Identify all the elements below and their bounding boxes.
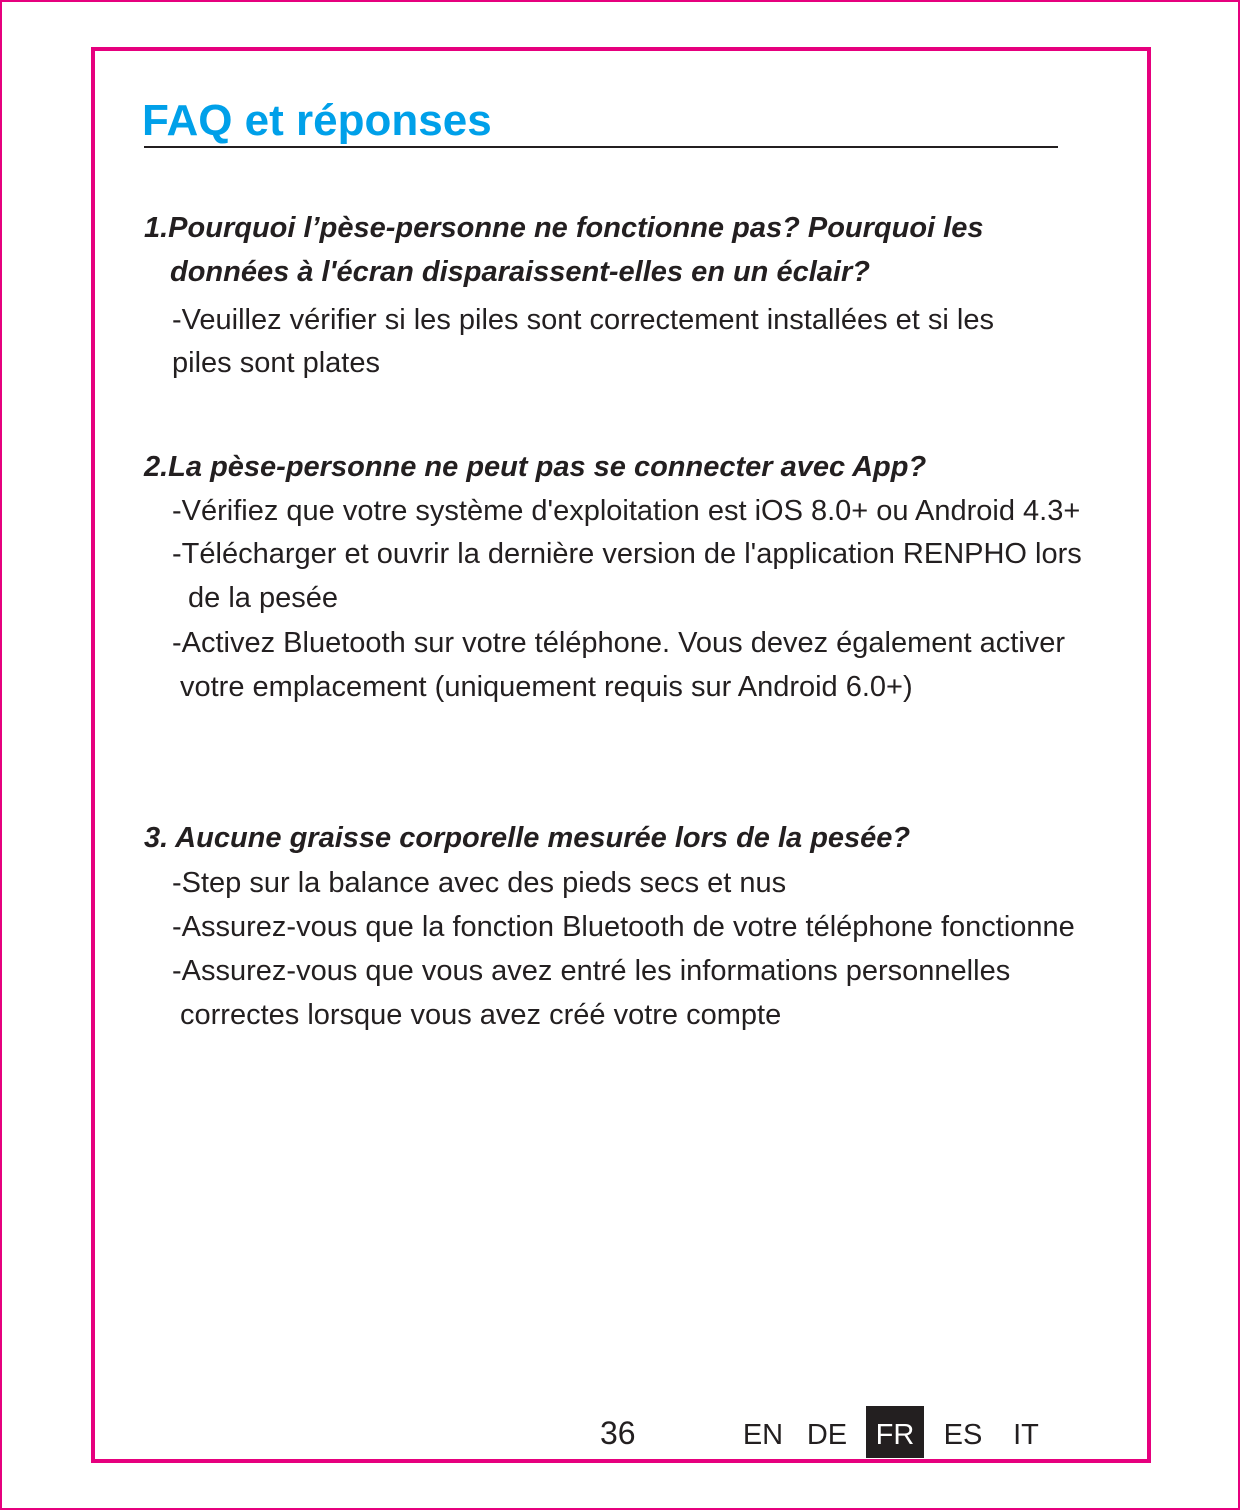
faq-3-question-line-1: 3. Aucune graisse corporelle mesurée lors de la pesée? (144, 822, 911, 854)
faq-3-answer-line-2: -Assurez-vous que la fonction Bluetooth de votre téléphone fonctionne (172, 911, 1075, 943)
faq-2-answer-line-1: -Vérifiez que votre système d'exploitation est iOS 8.0+ ou Android 4.3+ (172, 495, 1081, 527)
faq-1-answer-line-1: -Veuillez vérifier si les piles sont correctement installées et si les (172, 304, 994, 336)
language-tab-fr[interactable]: FR (866, 1406, 924, 1458)
faq-2-answer-line-5: votre emplacement (uniquement requis sur Android 6.0+) (180, 671, 913, 703)
faq-3-answer-line-1: -Step sur la balance avec des pieds secs et nus (172, 867, 787, 899)
page-title: FAQ et réponses (142, 96, 492, 145)
language-tab-it[interactable]: IT (1013, 1419, 1039, 1451)
faq-2-answer-line-3: de la pesée (188, 582, 338, 614)
faq-2-answer-line-4: -Activez Bluetooth sur votre téléphone. Vous devez également activer (172, 627, 1066, 659)
faq-1-question-line-1: 1.Pourquoi l’pèse-personne ne fonctionne pas? Pourquoi les (144, 212, 984, 244)
faq-1-answer-line-2: piles sont plates (172, 347, 380, 379)
title-underline (144, 146, 1058, 148)
page-number: 36 (600, 1415, 636, 1451)
faq-3-answer-line-3: -Assurez-vous que vous avez entré les informations personnelles (172, 955, 1011, 987)
language-tab-en[interactable]: EN (742, 1419, 784, 1451)
language-tab-de[interactable]: DE (806, 1419, 848, 1451)
faq-1-question-line-2: données à l'écran disparaissent-elles en un éclair? (170, 256, 870, 288)
faq-2-answer-line-2: -Télécharger et ouvrir la dernière version de l'application RENPHO lors (172, 538, 1082, 570)
faq-2-question-line-1: 2.La pèse-personne ne peut pas se connecter avec App? (144, 451, 927, 483)
faq-3-answer-line-4: correctes lorsque vous avez créé votre compte (180, 999, 782, 1031)
language-tab-es[interactable]: ES (943, 1419, 983, 1451)
